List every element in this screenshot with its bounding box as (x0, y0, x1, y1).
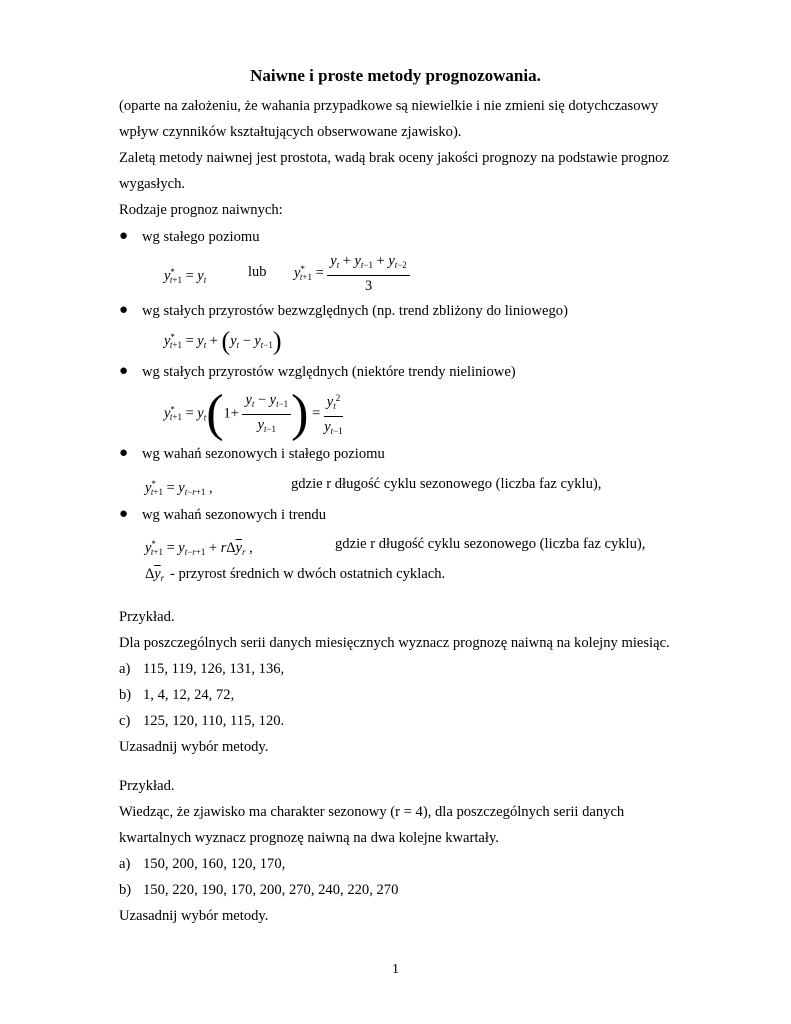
bullet-icon: ● (119, 506, 129, 522)
bullet-icon: ● (119, 445, 129, 461)
list-item (119, 855, 286, 873)
example1-closing: Uzasadnij wybór metody. (119, 739, 269, 755)
list-values: 115, 119, 126, 131, 136, (143, 661, 285, 677)
delta-note: - przyrost średnich w dwóch ostatnich cyklach. (170, 566, 446, 582)
list-values: 1, 4, 12, 24, 72, (143, 687, 235, 703)
list-values: 150, 220, 190, 170, 200, 270, 240, 220, 270 (143, 882, 399, 898)
intro-line-5: Rodzaje prognoz naiwnych: (119, 202, 283, 218)
example2-task-line-1: Wiedząc, że zjawisko ma charakter sezonowy (r = 4), dla poszczególnych serii danych (119, 804, 625, 820)
formula-absolute-growth: $y^*_{t+1} = y_t + (y_t - y_{t-1})$ (164, 326, 282, 356)
bullet-label: wg wahań sezonowych i trendu (142, 507, 326, 523)
list-marker: a) (119, 661, 131, 677)
list-marker: a) (119, 856, 131, 872)
example2-task-line-2: kwartalnych wyznacz prognozę naiwną na dwa kolejne kwartały. (119, 830, 499, 846)
delta-symbol: $\Delta\overline{y}_r$ (145, 566, 165, 583)
bullet-label: wg stałego poziomu (142, 229, 260, 245)
list-item (119, 712, 285, 730)
page-title: Naiwne i proste metody prognozowania. (250, 66, 541, 85)
intro-line-1: (oparte na założeniu, że wahania przypadkowe są niewielkie i nie zmieni się dotychczasowy (119, 98, 659, 114)
list-item (119, 660, 285, 678)
formula-constant-level: $y^*_{t+1} = y_t$ (164, 267, 207, 285)
example1-heading: Przykład. (119, 609, 175, 625)
list-marker: c) (119, 713, 131, 729)
bullet-label: wg wahań sezonowych i stałego poziomu (142, 446, 385, 462)
note-r-2: gdzie r długość cyklu sezonowego (liczba faz cyklu), (335, 536, 646, 552)
intro-line-4: wygasłych. (119, 176, 186, 192)
page-number: 1 (392, 962, 399, 977)
list-values: 125, 120, 110, 115, 120. (143, 713, 285, 729)
formula-seasonal-level: $y^*_{t+1} = y_{t-r+1}$ , (145, 479, 213, 497)
note-r-1: gdzie r długość cyklu sezonowego (liczba faz cyklu), (291, 476, 602, 492)
list-item (119, 686, 235, 704)
intro-line-3: Zaletą metody naiwnej jest prostota, wadą brak oceny jakości prognozy na podstawie prognoz (119, 150, 669, 166)
formula-seasonal-trend: $y^*_{t+1} = y_{t-r+1} + r\Delta\overline{y}_r$ , (145, 539, 253, 557)
bullet-label: wg stałych przyrostów bezwzględnych (np. trend zbliżony do liniowego) (142, 303, 568, 319)
intro-line-2: wpływ czynników kształtujących obserwowane zjawisko). (119, 124, 462, 140)
example1-task: Dla poszczególnych serii danych miesięcznych wyznacz prognozę naiwną na kolejny miesiąc. (119, 635, 670, 651)
list-values: 150, 200, 160, 120, 170, (143, 856, 286, 872)
formula-relative-growth: $y^*_{t+1} = y_t(1+$ $\frac{y_t - y_{t-1}}{y_{t-1}}$ ) = $\frac{y_t^2}{y_{t-1}}$ (164, 385, 343, 442)
list-marker: b) (119, 882, 132, 898)
list-marker: b) (119, 687, 132, 703)
bullet-icon: ● (119, 363, 129, 379)
list-item (119, 881, 399, 899)
denominator: 3 (364, 278, 373, 294)
formula-average: $y^*_{t+1}$ = $\frac{y_t + y_{t-1} + y_{t-2}}{3}$ (294, 252, 410, 295)
bullet-icon: ● (119, 302, 129, 318)
example2-closing: Uzasadnij wybór metody. (119, 908, 269, 924)
one: 1 (223, 405, 231, 422)
bullet-icon: ● (119, 228, 129, 244)
formula-or: lub (248, 264, 267, 280)
example2-heading: Przykład. (119, 778, 175, 794)
bullet-label: wg stałych przyrostów względnych (niektóre trendy nieliniowe) (142, 364, 516, 380)
